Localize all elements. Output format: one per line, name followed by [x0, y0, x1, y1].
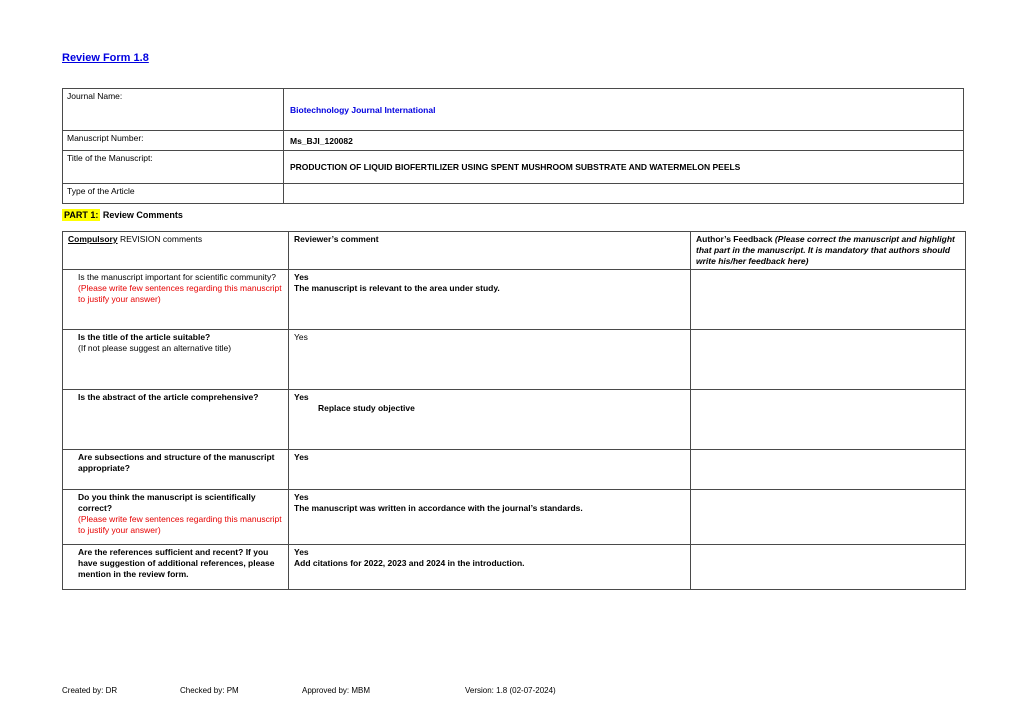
header-author-feedback-label: Author’s Feedback — [696, 234, 773, 244]
manuscript-title-label: Title of the Manuscript: — [63, 151, 284, 184]
manuscript-title-value: PRODUCTION OF LIQUID BIOFERTILIZER USING SPENT MUSHROOM SUBSTRATE AND WATERMELON PEELS — [284, 151, 964, 184]
author-feedback-cell — [691, 330, 966, 390]
review-row — [63, 270, 966, 330]
answer-text: Yes — [294, 492, 309, 503]
author-feedback-cell — [691, 450, 966, 490]
author-feedback-cell — [691, 270, 966, 330]
review-row — [63, 545, 966, 590]
journal-name-value: Biotechnology Journal International — [284, 89, 964, 131]
form-title: Review Form 1.8 — [62, 52, 149, 64]
question-text: Is the abstract of the article comprehensive? — [78, 392, 259, 403]
footer-checked-by: Checked by: PM — [180, 686, 239, 695]
reviewer-comment-cell — [289, 330, 691, 390]
review-row — [63, 390, 966, 450]
author-feedback-cell — [691, 490, 966, 545]
question-text: Do you think the manuscript is scientifically correct? — [78, 492, 256, 514]
table-header-row — [63, 232, 966, 270]
comment-text: Replace study objective — [318, 403, 415, 414]
author-feedback-cell — [691, 390, 966, 450]
answer-text: Yes — [294, 332, 308, 343]
footer-created-by: Created by: DR — [62, 686, 118, 695]
comment-text: The manuscript is relevant to the area under study. — [294, 283, 500, 294]
manuscript-info-table — [62, 88, 964, 204]
answer-text: Yes — [294, 272, 309, 283]
reviewer-comment-cell — [289, 545, 691, 590]
question-text: Is the title of the article suitable? — [78, 332, 211, 343]
article-type-value — [284, 184, 964, 204]
part1-heading-text: Review Comments — [102, 210, 183, 220]
manuscript-number-label: Manuscript Number: — [63, 131, 284, 151]
question-note: (Please write few sentences regarding this manuscript to justify your answer) — [78, 283, 282, 305]
review-comments-table — [62, 231, 966, 590]
question-text: Are the references sufficient and recent? If you have suggestion of additional references, please mention in the review form. — [78, 547, 275, 580]
answer-text: Yes — [294, 452, 309, 463]
header-author-feedback — [691, 232, 966, 270]
header-compulsory-revision — [63, 232, 289, 270]
review-row — [63, 490, 966, 545]
question-cell — [63, 490, 289, 545]
header-revision-label: REVISION comments — [117, 234, 203, 244]
question-cell — [63, 390, 289, 450]
part1-badge: PART 1: — [64, 210, 99, 220]
question-cell — [63, 270, 289, 330]
reviewer-comment-cell — [289, 450, 691, 490]
table-row — [63, 131, 964, 151]
journal-name-label: Journal Name: — [63, 89, 284, 131]
reviewer-comment-cell — [289, 490, 691, 545]
reviewer-comment-cell — [289, 390, 691, 450]
footer-version: Version: 1.8 (02-07-2024) — [465, 686, 556, 695]
answer-text: Yes — [294, 392, 309, 403]
author-feedback-cell — [691, 545, 966, 590]
part1-heading — [62, 210, 183, 220]
question-note: (Please write few sentences regarding this manuscript to justify your answer) — [78, 514, 282, 536]
question-text: Is the manuscript important for scientific community? — [78, 272, 276, 283]
header-author-feedback-note: (Please correct the manuscript and highlight that part in the manuscript. It is mandatory that authors should write his/her feedback here) — [696, 234, 955, 267]
question-cell — [63, 330, 289, 390]
comment-text: The manuscript was written in accordance with the journal’s standards. — [294, 503, 583, 514]
question-text: Are subsections and structure of the manuscript appropriate? — [78, 452, 275, 474]
document-footer — [0, 686, 1024, 700]
question-note: (If not please suggest an alternative title) — [78, 343, 232, 354]
answer-text: Yes — [294, 547, 309, 558]
question-cell — [63, 450, 289, 490]
table-row — [63, 151, 964, 184]
reviewer-comment-cell — [289, 270, 691, 330]
question-cell — [63, 545, 289, 590]
review-row — [63, 450, 966, 490]
comment-text: Add citations for 2022, 2023 and 2024 in the introduction. — [294, 558, 525, 569]
review-row — [63, 330, 966, 390]
header-compulsory-label: Compulsory — [68, 234, 118, 244]
footer-approved-by: Approved by: MBM — [302, 686, 371, 695]
table-row — [63, 184, 964, 204]
table-row — [63, 89, 964, 131]
manuscript-number-value: Ms_BJI_120082 — [284, 131, 964, 151]
header-reviewer-comment: Reviewer’s comment — [289, 232, 691, 270]
article-type-label: Type of the Article — [63, 184, 284, 204]
